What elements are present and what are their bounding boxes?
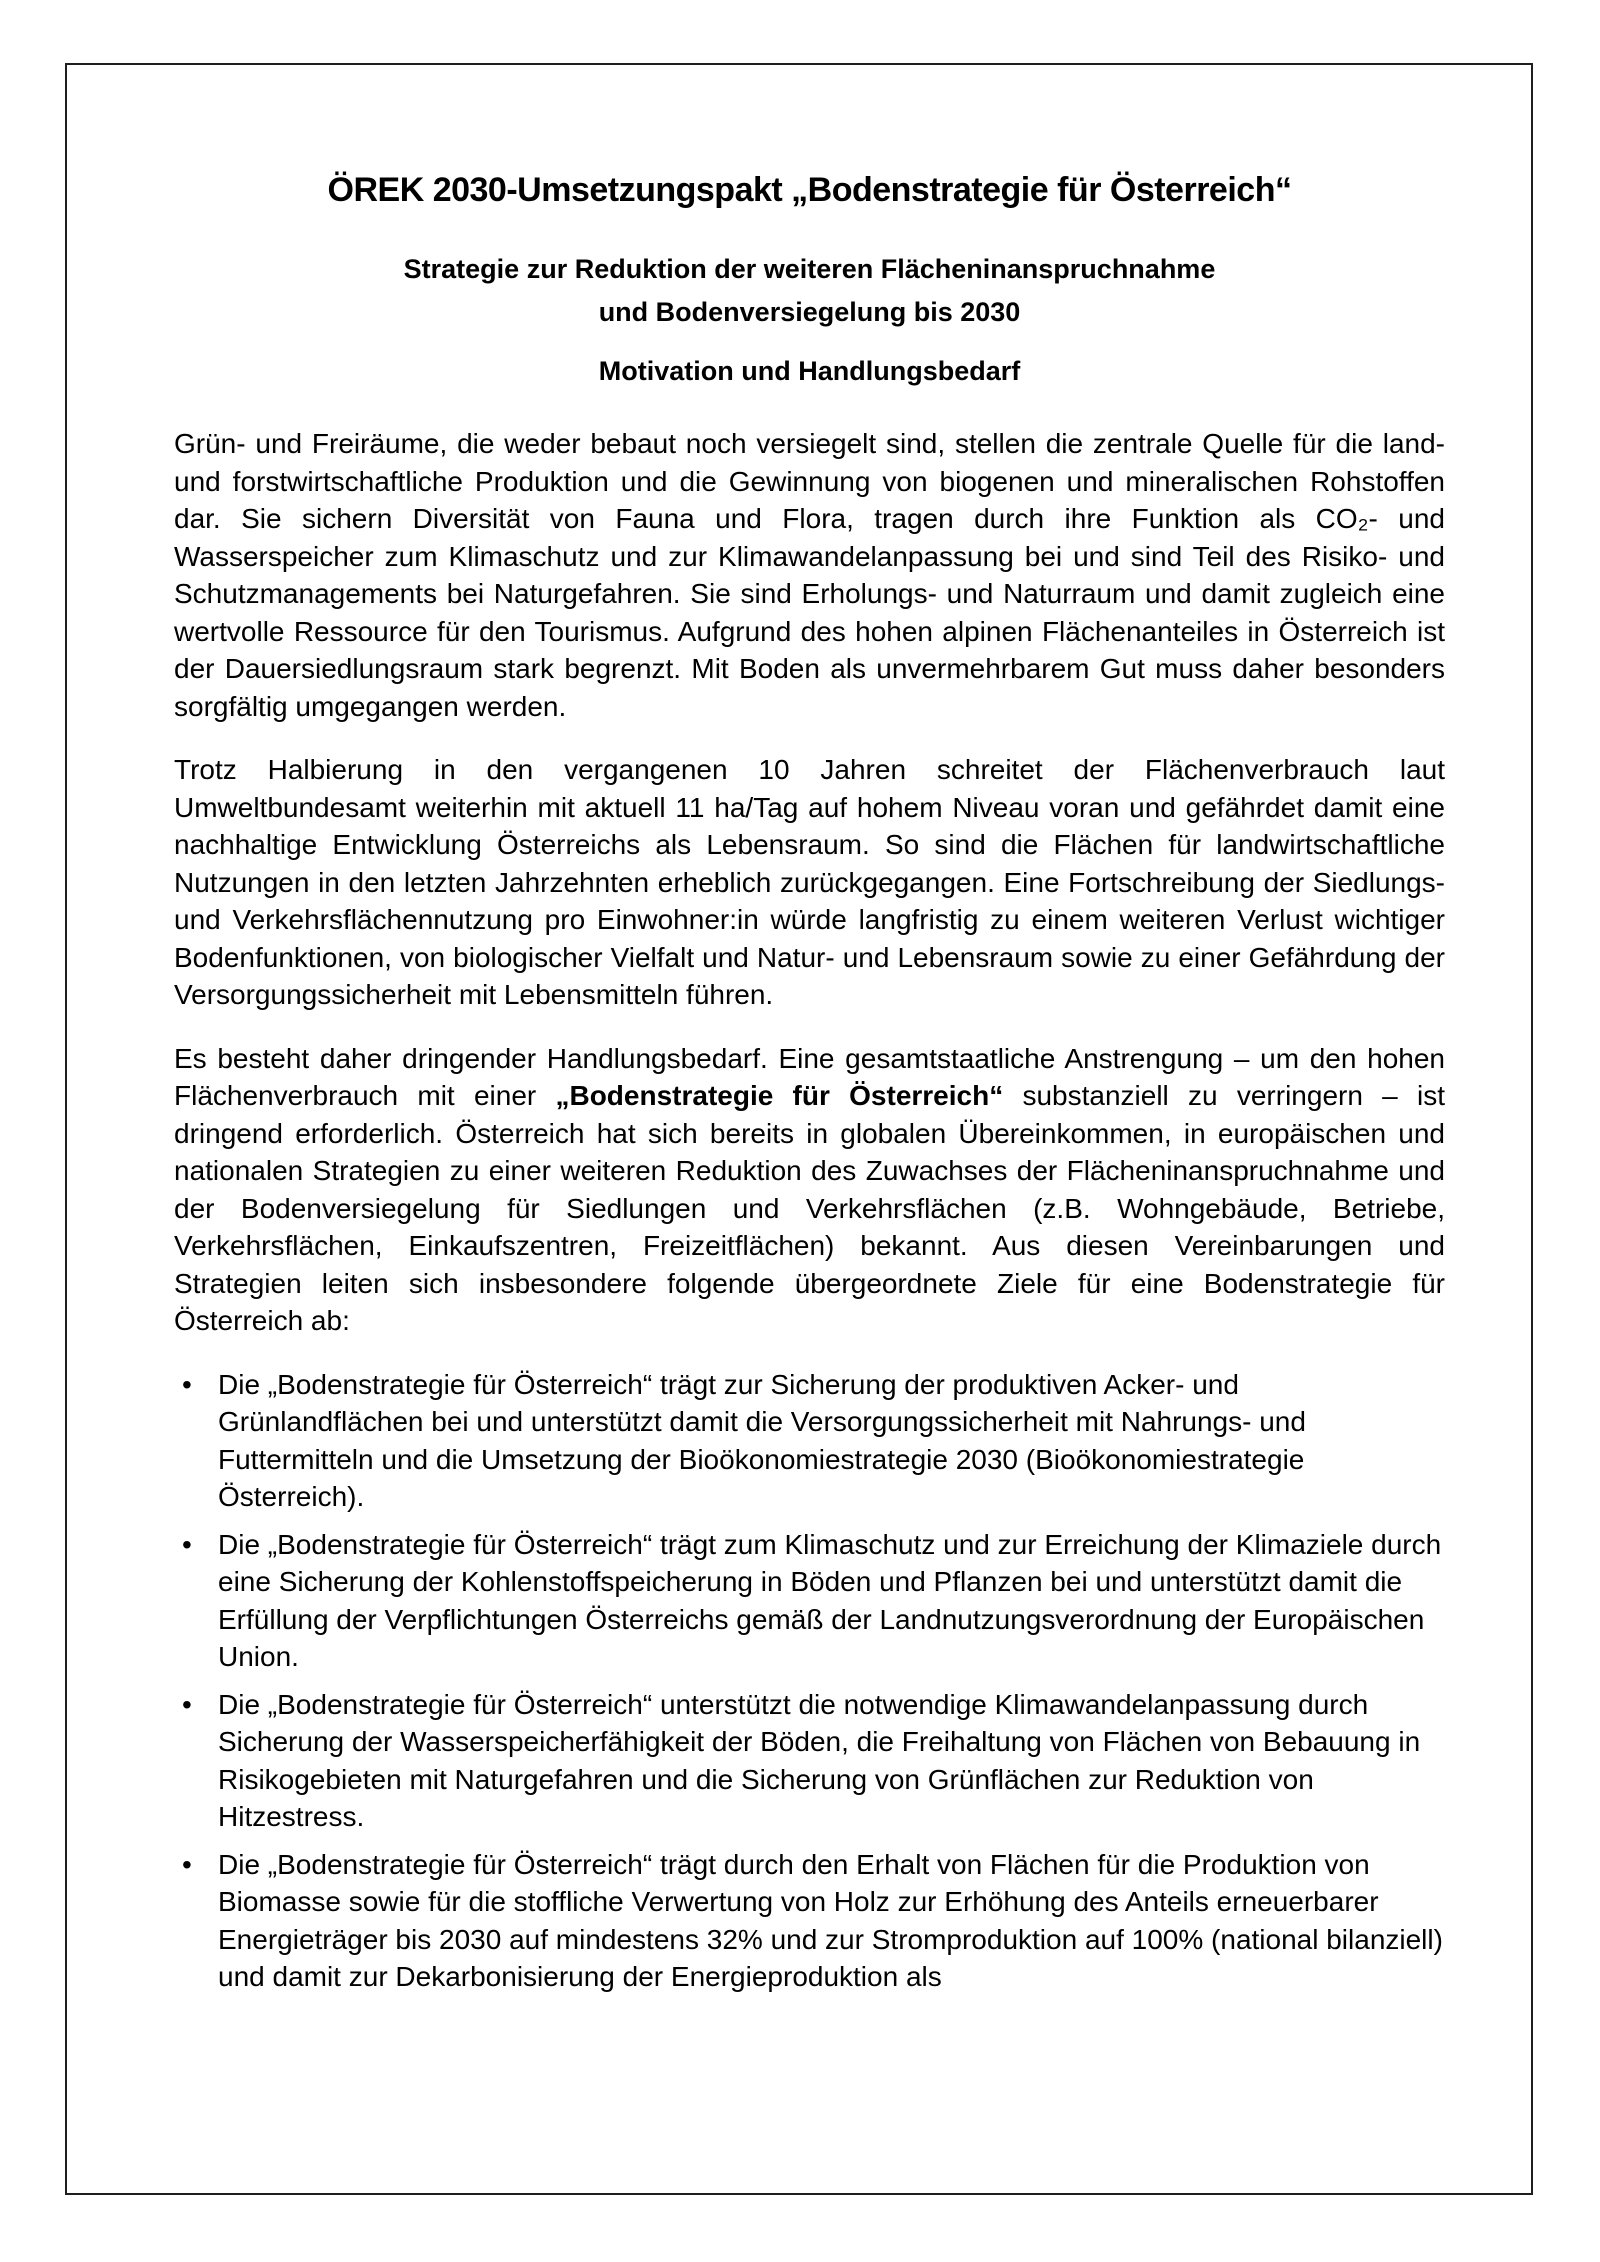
list-item — [174, 1366, 1445, 1516]
paragraph-green-open-spaces: Grün- und Freiräume, die weder bebaut noch versiegelt sind, stellen die zentrale Quelle für die land- und forstwirtschaftliche Produktion und die Gewinnung von biogenen und mineralischen Rohstoffen dar. Sie sichern Diversität von Fauna und Flora, tragen durch ihre Funktion als CO₂- und Wasserspeicher zum Klimaschutz und zur Klimawandelanpassung bei und sind Teil des Risiko- und Schutzmanagements bei Naturgefahren. Sie sind Erholungs- und Naturraum und damit zugleich eine wertvolle Ressource für den Tourismus. Aufgrund des hohen alpinen Flächenanteiles in Österreich ist der Dauersiedlungsraum stark begrenzt. Mit Boden als unvermehrbarem Gut muss daher besonders sorgfältig umgegangen werden. — [174, 428, 1445, 722]
paragraph-land-consumption: Trotz Halbierung in den vergangenen 10 Jahren schreitet der Flächenverbrauch laut Umweltbundesamt weiterhin mit aktuell 11 ha/Tag auf hohem Niveau voran und gefährdet damit eine nachhaltige Entwicklung Österreichs als Lebensraum. So sind die Flächen für landwirtschaftliche Nutzungen in den letzten Jahrzehnten erheblich zurückgegangen. Eine Fortschreibung der Siedlungs- und Verkehrsflächennutzung pro Einwohner:in würde langfristig zu einem weiteren Verlust wichtiger Bodenfunktionen, von biologischer Vielfalt und Natur- und Lebensraum sowie zu einer Gefährdung der Versorgungssicherheit mit Lebensmitteln führen. — [174, 754, 1445, 1010]
paragraph-need-for-action-text-after: substanziell zu verringern – ist dringend erforderlich. Österreich hat sich bereits in globalen Übereinkommen, in europäischen und nationalen Strategien zu einer weiteren Reduktion des Zuwachses der Flächeninanspruchnahme und der Bodenversiegelung für Siedlungen und Verkehrsflächen (z.B. Wohngebäude, Betriebe, Verkehrsflächen, Einkaufszentren, Freizeitflächen) bekannt. Aus diesen Vereinbarungen und Strategien leiten sich insbesondere folgende übergeordnete Ziele für eine Bodenstrategie für Österreich ab: — [174, 1080, 1445, 1336]
goal-climate-protection-text: Die „Bodenstrategie für Österreich“ trägt zum Klimaschutz und zur Erreichung der Klimaziele durch eine Sicherung der Kohlenstoffspeicherung in Böden und Pflanzen bei und unterstützt damit die Erfüllung der Verpflichtungen Österreichs gemäß der Landnutzungsverordnung der Europäischen Union. — [218, 1528, 1442, 1672]
paragraph-need-for-action-text-before: Es besteht daher dringender Handlungsbedarf. Eine gesamtstaatliche Anstrengung – um den hohen Flächenverbrauch mit einer — [174, 1042, 1445, 1111]
bullet-icon: • — [182, 1368, 192, 1400]
document-subtitle — [174, 248, 1445, 334]
list-item — [174, 1526, 1445, 1676]
bullet-icon: • — [182, 1688, 192, 1720]
subtitle-line-2: und Bodenversiegelung bis 2030 — [598, 297, 1021, 327]
bullet-icon: • — [182, 1848, 192, 1880]
goal-renewable-energy-text: Die „Bodenstrategie für Österreich“ trägt durch den Erhalt von Flächen für die Produktion von Biomasse sowie für die stoffliche Verwertung von Holz zur Erhöhung des Anteils erneuerbarer Energieträger bis 2030 auf mindestens 32% und zur Stromproduktion auf 100% (national bilanziell) und damit zur Dekarbonisierung der Energieproduktion als — [218, 1848, 1443, 1992]
bullet-icon: • — [182, 1528, 192, 1560]
goal-climate-adaptation-text: Die „Bodenstrategie für Österreich“ unterstützt die notwendige Klimawandelanpassung durch Sicherung der Wasserspeicherfähigkeit der Böden, die Freihaltung von Flächen von Bebauung in Risikogebieten mit Naturgefahren und die Sicherung von Grünflächen zur Reduktion von Hitzestress. — [218, 1688, 1421, 1832]
section-heading: Motivation und Handlungsbedarf — [598, 356, 1021, 386]
page-content — [174, 170, 1445, 2006]
goal-list — [174, 1366, 1445, 1996]
paragraph-need-for-action-bold-term: „Bodenstrategie für Österreich“ — [555, 1080, 1004, 1111]
page-title: ÖREK 2030-Umsetzungspakt „Bodenstrategie für Österreich“ — [327, 171, 1292, 209]
paragraph-need-for-action — [174, 1040, 1445, 1340]
list-item — [174, 1686, 1445, 1836]
list-item — [174, 1846, 1445, 1996]
goal-food-security-text: Die „Bodenstrategie für Österreich“ trägt zur Sicherung der produktiven Acker- und Grünlandflächen bei und unterstützt damit die Versorgungssicherheit mit Nahrungs- und Futtermitteln und die Umsetzung der Bioökonomiestrategie 2030 (Bioökonomiestrategie Österreich). — [218, 1368, 1306, 1512]
subtitle-line-1: Strategie zur Reduktion der weiteren Flächeninanspruchnahme — [403, 254, 1216, 284]
